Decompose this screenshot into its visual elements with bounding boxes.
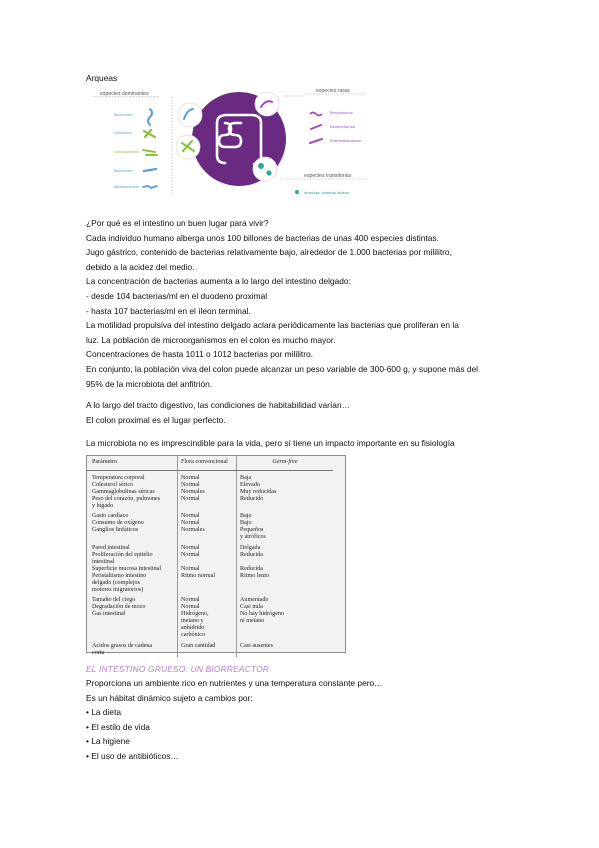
table-cell: Tamaño del ciego [92,597,136,604]
text-line: Jugo gástrico, contenido de bacterias relativamente bajo, alrededor de 1.000 bacterias por mililitro, [86,247,452,258]
text-line: Es un hábitat dinámico sujeto a cambios por: [86,692,253,703]
habitability-paragraph [86,398,350,427]
table-cell: Hidrógeno, metano y anhídrido carbónico [178,611,237,639]
bacteria-icon [143,109,157,188]
text-line: A lo largo del tracto digestivo, las condiciones de habitabilidad varían… [86,400,350,410]
table-cell: Consumo de oxígeno [92,520,144,527]
list-item: • La higiene [86,736,130,747]
text-line: La concentración de bacterias aumenta a lo largo del intestino delgado: [86,276,351,287]
figure-dominant-item-5: Bifidobacterium [114,185,139,189]
table-cell: Normal [178,604,237,611]
text-line: - desde 104 bacterias/ml en el duodeno proximal [86,290,268,301]
text-line: Proporciona un ambiente rico en nutrientes y una temperatura constante pero… [86,678,383,688]
table-cell: Delgada [237,541,334,552]
table-cell: Temperatura corporal [92,474,145,481]
table-cell: Peso del corazón, pulmones y hígado [92,495,161,509]
text-line: En conjunto, la población viva del colon puede alcanzar un peso variable de 300-600 g, y supone más del [86,363,479,374]
table-cell: Proliferación del epitelio intestinal [92,551,153,565]
table-row [87,489,333,496]
table-cell: Aumentado [237,593,334,604]
table-row [87,639,333,657]
text-line: luz. La población de microorganismos en el colon es mucho mayor. [86,334,336,345]
list-item: • El uso de antibióticos… [86,750,179,761]
table-cell: Bajo [237,520,334,527]
table-cell: Colesterol sérico [92,481,134,488]
text-line: debido a la acidez del medio. [86,261,195,272]
intestinal-microbiota-figure [94,83,372,199]
figure-dominant-item-2: Clostridium [114,131,132,135]
table-cell: Normal [178,566,237,573]
table-cell: Normal [178,552,237,566]
table-cell: Ritmo lento [237,573,334,594]
table-cell: Reducido [237,496,334,510]
table-cell: Ritmo normal [178,573,237,594]
bioreactor-paragraph [86,676,383,764]
figure-rare-item-1: Streptococcus [330,111,353,115]
table-cell: Normales [178,489,237,496]
figure-rare-item-2: Escherichia coli [330,125,355,129]
table-cell: Normales [178,527,237,541]
table-cell: Baja [237,470,334,481]
figure-rare-item-3: Enterobacteriaceae [330,139,362,143]
heading-arqueas: Arqueas [86,73,118,83]
table-header-germ-free: Germ-free [237,456,334,470]
list-item: • El estilo de vida [86,721,150,732]
list-item: • La dieta [86,707,122,718]
table-row [87,552,333,566]
table-row [87,541,333,552]
table-cell: No hay hidrógeno ni metano [237,611,334,639]
table-cell: Gammaglobulinas séricas [92,488,155,495]
text-line: Concentraciones de hasta 1011 o 1012 bacterias por mililitro. [86,349,314,360]
table-row [87,509,333,520]
table-cell: Casi nula [237,604,334,611]
table-row [87,527,333,541]
figure-dominant-label: especies dominantes [100,91,149,97]
table-cell: Degradación de moco [92,604,146,611]
figure-transient-item: levaduras, bacterias lácticas [304,191,350,195]
text-line: El colon proximal es el lugar perfecto. [86,414,226,425]
zoom-circle-rare [255,92,279,116]
table-row [87,604,333,611]
table-cell: Peristaltismo intestino delgado (complejos motores migratorios) [92,572,147,593]
table-cell: Casi ausentes [237,639,334,657]
table-cell: Normal [178,482,237,489]
table-cell: Reducida [237,552,334,566]
table-cell: Ácidos grasos de cadena corta [92,642,153,656]
microbiota-paragraph: La microbiota no es imprescindible para la vida, pero sí tiene un impacto importante en su fisiología [86,438,455,448]
table-cell: Gran cantidad [178,639,237,657]
figure-dominant-item-3: Actinobacterias [114,150,139,154]
figure-dominant-item-4: Bacteroides [114,169,133,173]
table-row [87,611,333,639]
zoom-circle-transient [253,157,277,181]
text-line: La motilidad propulsiva del intestino delgado aclara periódicamente las bacterias que proliferan en la [86,320,459,331]
table-cell: Bajo [237,509,334,520]
table-row [87,496,333,510]
table-cell: Normal [178,520,237,527]
table-cell: Normal [178,496,237,510]
table-header-flora: Flora convencional [178,456,237,470]
table-cell: Normal [178,593,237,604]
table-header-parametro: Parámetro [87,456,178,470]
text-line: 95% de la microbiota del anfitrión. [86,378,213,389]
table-cell: Pared intestinal [92,545,130,552]
intro-paragraphs [86,216,478,391]
germ-free-comparison-table [86,455,346,656]
text-line: - hasta 107 bacterias/ml en el íleon terminal. [86,305,251,316]
figure-rare-label: especies raras [316,88,350,94]
table-cell: Superficie mucosa intestinal [92,565,162,572]
table-cell: Muy reducidas [237,489,334,496]
zoom-circle-dominant-1 [178,103,202,127]
text-line: ¿Por qué es el intestino un buen lugar para vivir? [86,218,269,228]
figure-dominant-item-1: Bacteroides [114,113,133,117]
text-line: Cada individuo humano alberga unos 100 billones de bacterias de unas 400 especies distintas. [86,232,439,243]
table-row [87,482,333,489]
figure-transient-label: especies transitorias [304,173,352,179]
section-title: EL INTESTINO GRUESO: UN BIORREACTOR [86,664,270,674]
table-body [87,470,333,656]
table-row [87,593,333,604]
table-row [87,566,333,573]
table-cell: Ganglios linfáticos [92,527,139,534]
table-cell: Normal [178,470,237,481]
table-cell: Gas intestinal [92,611,126,618]
table-cell: Normal [178,509,237,520]
table-row [87,573,333,594]
table-row [87,470,333,481]
table-cell: Normal [178,541,237,552]
table-cell: Elevado [237,482,334,489]
table-cell: Pequeños y atróficos [237,527,334,541]
table-cell: Reducida [237,566,334,573]
table-cell: Gasto cardíaco [92,513,129,520]
